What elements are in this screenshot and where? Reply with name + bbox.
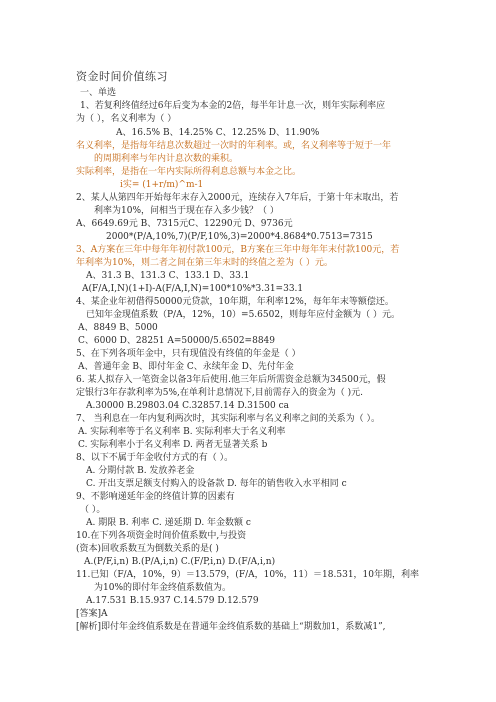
text-line: A、31.3 B、131.3 C、133.1 D、33.1 bbox=[86, 271, 250, 281]
text-line: 5、在下列各项年金中，只有现值没有终值的年金是（ ） bbox=[76, 349, 301, 359]
text-line: A.30000 B.29803.04 C.32857.14 D.31500 ca bbox=[86, 401, 290, 411]
text-line: 2000*(P/A,10%,7)(P/F,10%,3)=2000*4.8684*0.7513=7315 bbox=[106, 232, 373, 242]
text-line: 3、A方案在三年中每年年初付款100元，B方案在三年中每年年末付款100元，若 bbox=[76, 245, 400, 255]
text-line: 年利率为10%，则二者之间在第三年末时的终值之差为（ ）元。 bbox=[76, 258, 333, 268]
text-line: A、8849 B、5000 bbox=[78, 323, 158, 333]
text-line: A、普通年金 B、即付年金 C、永续年金 D、先付年金 bbox=[78, 362, 294, 372]
text-line: A. 期限 B. 利率 C. 递延期 D. 年金数额 c bbox=[86, 518, 251, 528]
text-line: A、16.5% B、14.25% C、12.25% D、11.90% bbox=[116, 128, 320, 138]
text-line: A.17.531 B.15.937 C.14.579 D.12.579 bbox=[86, 596, 259, 606]
text-line: 7、 当利息在一年内复利两次时，其实际利率与名义利率之间的关系为（ ）。 bbox=[76, 414, 380, 424]
text-line: 4、某企业年初借得50000元贷款，10年期，年利率12%，每年年末等额偿还。 bbox=[76, 297, 394, 307]
text-line: 利率为10%，问相当于现在存入多少钱？（ ） bbox=[94, 206, 279, 216]
text-line: A. 分期付款 B. 发放养老金 bbox=[86, 466, 195, 476]
text-line: A.(P/F,i,n) B.(P/A,i,n) C.(F/P,i,n) D.(F/A,i,n) bbox=[84, 557, 276, 567]
text-line: 11.已知（F/A，10%，9）＝13.579，(F/A，10%，11）＝18.531，10年期，利率 bbox=[76, 570, 419, 580]
text-line: 一、单选 bbox=[80, 88, 117, 98]
text-line: 10.在下列各项资金时间价值系数中,与投资 bbox=[76, 531, 247, 541]
text-line: A. 实际利率等于名义利率 B. 实际利率大于名义利率 bbox=[78, 427, 286, 437]
text-line: [答案]A bbox=[76, 609, 108, 619]
text-line: (资本)回收系数互为倒数关系的是( ) bbox=[76, 544, 219, 554]
text-line: C. 开出支票足额支付购入的设备款 D. 每年的销售收入水平相同 c bbox=[86, 479, 347, 489]
text-line: 已知年金现值系数（P/A，12%，10）=5.6502，则每年应付金额为（ ）元。 bbox=[86, 310, 400, 320]
text-line: （ ）。 bbox=[80, 505, 106, 515]
document-title: 资金时间价值练习 bbox=[76, 70, 168, 83]
text-line: C. 实际利率小于名义利率 D. 两者无显著关系 b bbox=[78, 440, 268, 450]
text-line: 为10%的即付年金终值系数值为。 bbox=[94, 583, 232, 593]
text-line: [解析]即付年金终值系数是在普通年金终值系数的基础上“期数加1，系数减1”, bbox=[76, 622, 386, 632]
text-line: 9、不影响递延年金的终值计算的因素有 bbox=[76, 492, 235, 502]
text-line: A、6649.69元 B、7315元C、12290元 D、9736元 bbox=[76, 219, 293, 229]
text-line: 名义利率，是指每年结息次数超过一次时的年利率。或，名义利率等于短于一年 bbox=[76, 141, 392, 151]
text-line: C、6000 D、28251 A=50000/5.6502=8849 bbox=[78, 336, 275, 346]
text-line: 2、某人从第四年开始每年末存入2000元，连续存入7年后，于第十年末取出，若 bbox=[76, 193, 399, 203]
text-line: 6. 某人拟存入一笔资金以备3年后使用.他三年后所需资金总额为34500元，假 bbox=[76, 375, 386, 385]
text-line: 1、若复利终值经过6年后变为本金的2倍，每半年计息一次，则年实际利率应 bbox=[80, 101, 386, 111]
text-line: 定银行3年存款利率为5%,在单利计息情况下,目前需存入的资金为（ )元. bbox=[76, 388, 363, 398]
text-line: A(F/A,I,N)(1+I)-A(F/A,I,N)=100*10%*3.31=33.1 bbox=[82, 284, 304, 294]
text-line: 实际利率，是指在一年内实际所得利息总额与本金之比。 bbox=[76, 167, 302, 177]
text-line: i实= (1+r/m)^m-1 bbox=[120, 180, 204, 190]
text-line: 的周期利率与年内计息次数的乘积。 bbox=[94, 154, 239, 164]
text-line: 8、以下不属于年金收付方式的有（ ）。 bbox=[76, 453, 234, 463]
text-line: 为（ ），名义利率为（ ） bbox=[76, 114, 177, 124]
